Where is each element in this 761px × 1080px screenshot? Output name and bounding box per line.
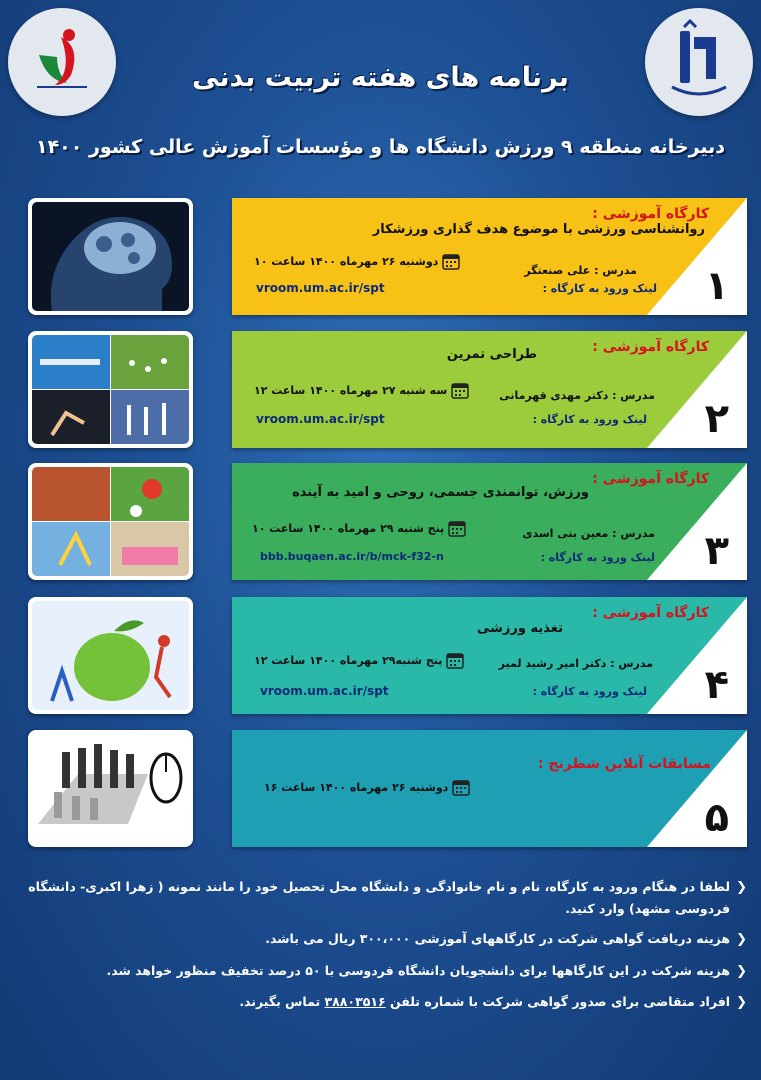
workshop-date — [254, 381, 469, 399]
note-text: لطفا در هنگام ورود به کارگاه، نام و نام خانوادگی و دانشگاه محل تحصیل خود را مانند نمونه ( زهرا اکبری- دانشگاه فردوسی مشهد) وارد کنید. — [28, 879, 731, 916]
workshop-number: ۳ — [704, 528, 729, 574]
chevron-left-icon: ❮ — [736, 963, 747, 979]
workshop-instructor: مدرس : دکتر مهدی قهرمانی — [499, 389, 655, 402]
workshop-link[interactable]: vroom.um.ac.ir/spt — [256, 281, 385, 295]
workshop-link[interactable]: vroom.um.ac.ir/spt — [260, 684, 389, 698]
number-corner — [647, 730, 747, 847]
workshop-date-text: پنج شنبه۲۹ مهرماه ۱۴۰۰ ساعت ۱۲ — [254, 653, 443, 667]
workshop-card-1 — [232, 198, 747, 315]
photo-chess — [28, 730, 193, 847]
photo-nutrition — [28, 597, 193, 714]
workshop-link[interactable]: bbb.buqaen.ac.ir/b/mck-f32-n — [260, 550, 444, 563]
note-item — [8, 960, 747, 984]
calendar-icon — [442, 252, 460, 270]
calendar-icon — [448, 519, 466, 537]
workshop-link-label: لینک ورود به کارگاه : — [542, 282, 657, 295]
note-text-before: افراد متقاضی برای صدور گواهی شرکت با شماره تلفن — [389, 994, 731, 1010]
workshop-heading: کارگاه آموزشی : — [592, 339, 709, 355]
workshop-heading: کارگاه آموزشی : — [592, 605, 709, 621]
note-text-after: تماس بگیرند. — [239, 994, 321, 1010]
workshop-link-label: لینک ورود به کارگاه : — [540, 551, 655, 564]
workshop-date — [254, 651, 464, 669]
university-logo — [645, 8, 753, 116]
workshop-heading: کارگاه آموزشی : — [592, 471, 709, 487]
workshop-topic: ورزش، توانمندی جسمی، روحی و امید به آینده — [292, 485, 589, 500]
note-item — [8, 876, 747, 920]
photo-training — [28, 331, 193, 448]
workshop-topic: طراحی تمرین — [446, 347, 537, 362]
workshop-card-3 — [232, 463, 747, 580]
workshop-card-2 — [232, 331, 747, 448]
ferdowsi-university-emblem-icon — [654, 17, 744, 107]
workshop-instructor: مدرس : معین بنی اسدی — [522, 527, 655, 540]
workshop-date-text: دوشنبه ۲۶ مهرماه ۱۴۰۰ ساعت ۱۰ — [254, 254, 439, 268]
note-item — [8, 928, 747, 952]
event-date-text: دوشنبه ۲۶ مهرماه ۱۴۰۰ ساعت ۱۶ — [264, 780, 449, 794]
note-text: هزینه دریافت گواهی شرکت در کارگاههای آموزشی ۳۰۰،۰۰۰ ریال می باشد. — [265, 930, 731, 946]
event-heading: مسابقات آنلاین شطرنج : — [537, 756, 711, 772]
calendar-icon — [446, 651, 464, 669]
workshop-number: ۱ — [704, 263, 729, 309]
physical-education-emblem-icon — [17, 17, 107, 107]
event-date — [264, 778, 470, 796]
workshop-date-text: سه شنبه ۲۷ مهرماه ۱۴۰۰ ساعت ۱۲ — [254, 383, 448, 397]
workshop-link-label: لینک ورود به کارگاه : — [532, 413, 647, 426]
training-collage-image — [32, 335, 189, 444]
chevron-left-icon: ❮ — [736, 880, 747, 895]
sports-collage-image — [32, 467, 189, 576]
photo-sports-kids — [28, 463, 193, 580]
green-apple-athletes-image — [32, 601, 189, 710]
chess-event-card — [232, 730, 747, 847]
workshop-topic: روانشناسی ورزشی با موضوع هدف گذاری ورزشکار — [372, 222, 705, 237]
phone-number[interactable]: ۳۸۸۰۳۵۱۶ — [324, 994, 386, 1010]
workshop-date — [252, 519, 466, 537]
page-title: برنامه های هفته تربیت بدنی — [192, 62, 569, 93]
workshop-instructor: مدرس : دکتر امیر رشید لمیر — [498, 657, 653, 670]
workshop-date-text: پنج شنبه ۲۹ مهرماه ۱۴۰۰ ساعت ۱۰ — [252, 521, 445, 535]
workshop-topic: تغذیه ورزشی — [476, 621, 563, 636]
workshop-number: ۲ — [704, 396, 729, 442]
note-text — [239, 991, 730, 1013]
chess-mouse-image — [32, 734, 189, 843]
note-text: هزینه شرکت در این کارگاهها برای دانشجویان دانشگاه فردوسی با ۵۰ درصد تخفیف منظور خواهد شد. — [106, 962, 731, 978]
physical-education-office-logo — [8, 8, 116, 116]
workshop-link[interactable]: vroom.um.ac.ir/spt — [256, 412, 385, 426]
calendar-icon — [452, 778, 470, 796]
workshop-card-4 — [232, 597, 747, 714]
chevron-left-icon: ❮ — [736, 931, 747, 947]
page-subtitle: دبیرخانه منطقه ۹ ورزش دانشگاه ها و مؤسسات آموزش عالی کشور ۱۴۰۰ — [35, 136, 726, 158]
brain-silhouette-image — [32, 202, 189, 311]
workshop-instructor: مدرس : علی صنعتگر — [524, 264, 637, 277]
event-number: ۵ — [704, 795, 729, 841]
workshop-link-label: لینک ورود به کارگاه : — [532, 685, 647, 698]
note-item — [8, 991, 747, 1015]
chevron-left-icon: ❮ — [736, 995, 747, 1011]
calendar-icon — [451, 381, 469, 399]
workshop-number: ۴ — [704, 662, 729, 708]
workshop-heading: کارگاه آموزشی : — [592, 206, 709, 222]
notes-section — [8, 876, 747, 1023]
photo-brain — [28, 198, 193, 315]
workshop-date — [254, 252, 460, 270]
